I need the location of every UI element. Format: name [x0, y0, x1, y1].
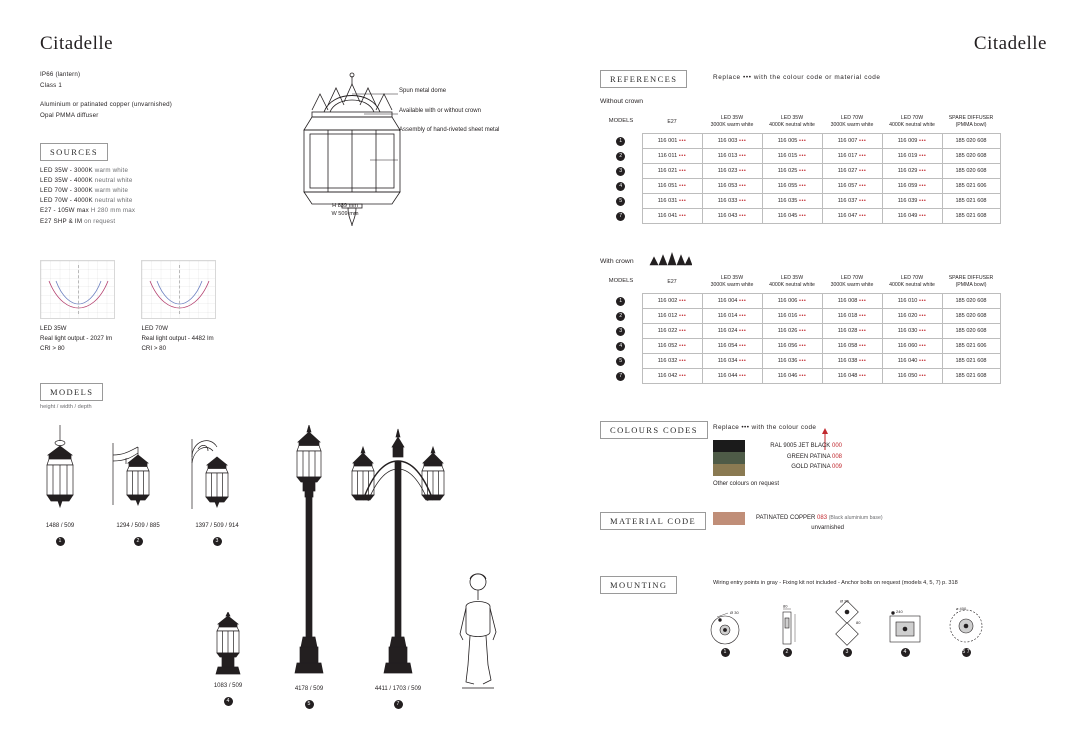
table-row: 3 116 021 ••• 116 023 ••• 116 025 ••• 116 027 ••• 116 029 ••• 185 020 608 — [600, 164, 1000, 179]
references-table-with-crown: MODELS E27 LED 35W 3000K warm white LED 35W 4000K neutral white LED 70W 3000K warm white LED 70W 4000K neutral white SPARE DIFFUSER (PMMA bowl) 1 116 002 ••• 116 004 ••• 116 006 ••• 116 008 ••• 116 010 ••• 185 020 608 2 116 012 ••• 116 014 ••• 116 016 ••• 116 018 ••• 116 020 ••• 185 020 608 3 116 022 ••• 116 024 ••• 116 026 ••• 116 028 ••• 116 030 ••• 185 020 608 4 116 052 ••• 116 054 ••• 116 056 ••• 116 058 ••• 116 060 ••• 185 021 606 5 116 032 ••• 116 034 ••• 116 036 ••• 116 038 ••• 116 040 ••• 185 021 608 7 116 042 ••• 116 044 ••• 116 046 ••• 116 048 ••• 116 050 ••• 185 021 608 — [600, 272, 1001, 384]
references-note: Replace ••• with the colour code or material code — [713, 74, 881, 81]
lantern-callouts — [399, 88, 559, 147]
specifications-block — [40, 70, 250, 121]
source-item: LED 35W - 3000K warm white — [40, 167, 129, 174]
model-badge: 4 — [224, 697, 233, 706]
mounting-item-1: Ø 30 1 — [700, 608, 750, 657]
sources-heading: SOURCES — [40, 143, 108, 161]
model-badge: 7 — [394, 700, 403, 709]
table-row: 7 116 042 ••• 116 044 ••• 116 046 ••• 116 048 ••• 116 050 ••• 185 021 608 — [600, 369, 1000, 384]
colours-codes-heading: COLOURS CODES — [600, 421, 708, 439]
mounting-item-4: 240 4 — [880, 606, 930, 657]
model-figure-5: 4178 / 509 5 — [282, 425, 336, 710]
mounting-item-3: Ø 20 80 3 — [822, 600, 872, 657]
colour-row: GREEN PATINA 008 — [786, 453, 842, 460]
photometry-row — [40, 260, 270, 355]
source-item: E27 - 105W max H 280 mm max — [40, 207, 136, 215]
model-badge: 1 — [56, 537, 65, 546]
table-row: 7 116 041 ••• 116 043 ••• 116 045 ••• 116 047 ••• 116 049 ••• 185 021 608 — [600, 209, 1000, 224]
callout-dome: Spun metal dome — [399, 88, 447, 94]
swatch-jet-black — [713, 440, 745, 452]
swatch-gold-patina — [713, 464, 745, 476]
material-code-text: PATINATED COPPER 083 (Black aluminium base) unvarnished — [756, 515, 883, 531]
svg-text:80: 80 — [783, 604, 788, 609]
svg-text:Ø 20: Ø 20 — [840, 600, 849, 604]
colour-row: RAL 9005 JET BLACK 000 — [770, 443, 842, 449]
svg-text:240: 240 — [896, 609, 903, 614]
photometry-caption: LED 35W Real light output - 2027 lm CRI > 80 — [40, 325, 113, 353]
callout-assembly: Assembly of hand-riveted sheet metal — [399, 127, 500, 133]
photometry-card — [141, 260, 216, 355]
photometry-caption: LED 70W Real light output - 4482 lm CRI > 80 — [141, 325, 214, 353]
col-led35-4000: LED 35W 4000K neutral white — [769, 115, 815, 129]
col-led35-3000: LED 35W 3000K warm white — [710, 115, 754, 129]
model-figure-7: 4411 / 1703 / 509 7 — [348, 425, 448, 710]
swatch-patinated-copper — [713, 512, 745, 525]
colour-other-note: Other colours on request — [713, 481, 780, 487]
model-figure-1: 1488 / 509 1 — [34, 425, 86, 547]
table-row: 2 116 012 ••• 116 014 ••• 116 016 ••• 116 018 ••• 116 020 ••• 185 020 608 — [600, 309, 1000, 324]
col-led70-4000: LED 70W 4000K neutral white — [889, 115, 935, 129]
colour-swatches — [713, 440, 745, 476]
svg-text:Ø 30: Ø 30 — [730, 610, 739, 615]
table-row: 3 116 022 ••• 116 024 ••• 116 026 ••• 116 028 ••• 116 030 ••• 185 020 608 — [600, 324, 1000, 339]
lantern-drawing-wall — [108, 425, 168, 520]
source-item: LED 70W - 4000K neutral white — [40, 197, 133, 205]
crown-icon — [648, 252, 692, 266]
page-title-left: Citadelle — [40, 33, 114, 54]
model-badge: 3 — [213, 537, 222, 546]
with-crown-label: With crown — [600, 258, 634, 265]
table-row: 1 116 002 ••• 116 004 ••• 116 006 ••• 116 008 ••• 116 010 ••• 185 020 608 — [600, 294, 1000, 309]
source-item: E27 SHP & IM on request — [40, 217, 116, 225]
colour-code-list — [750, 441, 842, 473]
lantern-drawing-suspended — [34, 425, 86, 520]
mounting-note: Wiring entry points in gray - Fixing kit not included - Anchor bolts on request (models 4, 5, 7) p. 318 — [713, 580, 958, 586]
mounting-item-2: 80 2 — [762, 604, 812, 657]
lantern-drawing-column-double — [348, 425, 448, 683]
table-row: 5 116 032 ••• 116 034 ••• 116 036 ••• 116 038 ••• 116 040 ••• 185 021 608 — [600, 354, 1000, 369]
colours-note: Replace ••• with the colour code — [713, 424, 817, 431]
source-item: LED 35W - 4000K neutral white — [40, 177, 133, 185]
spec-line-class: Class 1 — [40, 81, 63, 89]
model-figure-3: 1397 / 509 / 914 3 — [186, 425, 248, 547]
sources-list — [40, 166, 240, 227]
table-row: 5 116 031 ••• 116 033 ••• 116 035 ••• 116 037 ••• 116 039 ••• 185 021 608 — [600, 194, 1000, 209]
with-crown-table-wrap — [600, 272, 1001, 384]
without-crown-table-wrap — [600, 112, 1001, 224]
col-models: MODELS — [608, 118, 634, 125]
spec-line-diffuser: Opal PMMA diffuser — [40, 111, 99, 119]
references-table-without-crown — [600, 112, 1001, 224]
table-row: 1 116 001 ••• 116 003 ••• 116 005 ••• 116 007 ••• 116 009 ••• 185 020 608 — [600, 134, 1000, 149]
swatch-green-patina — [713, 452, 745, 464]
models-subheading: height / width / depth — [40, 404, 92, 410]
table-row: 2 116 011 ••• 116 013 ••• 116 015 ••• 116 017 ••• 116 019 ••• 185 020 608 — [600, 149, 1000, 164]
table-row: 4 116 051 ••• 116 053 ••• 116 055 ••• 116 057 ••• 116 059 ••• 185 021 606 — [600, 179, 1000, 194]
photometry-diagram-70w — [141, 260, 216, 319]
model-badge: 5 — [305, 700, 314, 709]
page-title-right: Citadelle — [973, 33, 1047, 54]
model-badge: 2 — [134, 537, 143, 546]
col-diffuser: SPARE DIFFUSER (PMMA bowl) — [948, 115, 994, 129]
models-heading: MODELS — [40, 383, 103, 401]
col-led70-3000: LED 70W 3000K warm white — [830, 115, 874, 129]
model-figure-2: 1294 / 509 / 885 2 — [108, 425, 168, 547]
lantern-dimensions: H 839 mm W 509 mm — [331, 203, 359, 218]
table-row: 4 116 052 ••• 116 054 ••• 116 056 ••• 116 058 ••• 116 060 ••• 185 021 606 — [600, 339, 1000, 354]
colour-row: GOLD PATINA 009 — [791, 464, 842, 470]
lantern-drawing-bollard — [202, 612, 254, 680]
source-item: LED 70W - 3000K warm white — [40, 187, 129, 195]
references-heading: REFERENCES — [600, 70, 687, 88]
without-crown-label: Without crown — [600, 98, 644, 105]
spec-line-material: Aluminium or patinated copper (unvarnished) — [40, 101, 173, 109]
model-figure-4: 1083 / 509 4 — [202, 612, 254, 707]
col-e27: E27 — [667, 118, 677, 125]
svg-text:80: 80 — [856, 620, 861, 625]
spec-line-ip: IP66 (lantern) — [40, 71, 81, 78]
human-scale-figure — [448, 570, 508, 695]
material-code-heading: MATERIAL CODE — [600, 512, 706, 530]
photometry-card — [40, 260, 115, 355]
svg-text:ø 400: ø 400 — [956, 606, 967, 611]
callout-crown: Available with or without crown — [399, 107, 481, 114]
lantern-drawing-scroll — [186, 425, 248, 520]
mounting-item-5-7: ø 400 5 7 — [938, 604, 994, 657]
photometry-diagram-35w — [40, 260, 115, 319]
lantern-drawing-column-single — [282, 425, 336, 683]
mounting-heading: MOUNTING — [600, 576, 677, 594]
